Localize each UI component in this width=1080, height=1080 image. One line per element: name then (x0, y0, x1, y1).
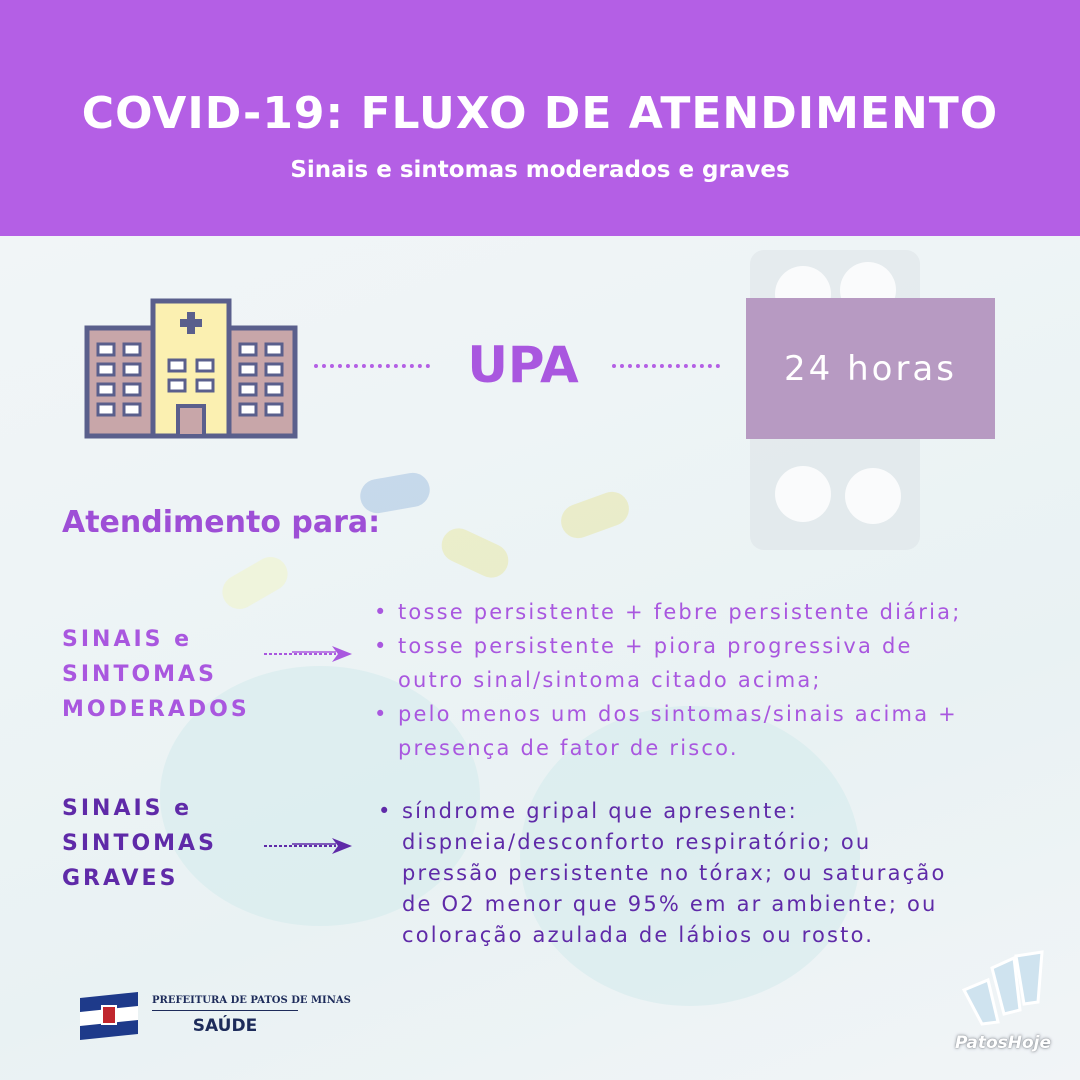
list-item-line: dispneia/desconforto respiratório; ou (402, 830, 872, 854)
pill-decoration (845, 468, 901, 524)
list-item-line: • síndrome gripal que apresente: (402, 799, 798, 823)
list-item-line: outro sinal/sintoma citado acima; (398, 668, 822, 692)
org-name: PREFEITURA DE PATOS DE MINAS (152, 995, 351, 1006)
watermark: PatosHoje (955, 1033, 1052, 1053)
city-flag-icon (76, 990, 142, 1042)
dotted-connector-left (314, 358, 430, 368)
severe-label-line: SINTOMAS (62, 831, 217, 856)
list-item-line: pressão persistente no tórax; ou saturação (402, 861, 947, 885)
patoshoje-logo-icon (958, 950, 1048, 1030)
list-item-line: coloração azulada de lábios ou rosto. (402, 923, 875, 947)
page-subtitle: Sinais e sintomas moderados e graves (290, 157, 790, 183)
arrow-right-icon (262, 643, 354, 665)
severe-symptom-list (378, 796, 947, 951)
list-item (374, 629, 961, 697)
dotted-connector-right (612, 358, 720, 368)
hospital-icon (84, 298, 298, 440)
severe-category-label (62, 791, 217, 896)
list-item (374, 697, 961, 765)
unit-name: UPA (467, 336, 579, 394)
moderate-label-line: MODERADOS (62, 697, 250, 722)
prefeitura-logo (76, 990, 351, 1046)
moderate-label-line: SINAIS e (62, 627, 193, 652)
section-title: Atendimento para: (62, 505, 381, 540)
list-item-line: • tosse persistente + piora progressiva de (398, 634, 913, 658)
moderate-category-label (62, 622, 250, 727)
logo-divider (152, 1010, 298, 1011)
list-item (378, 796, 947, 951)
list-item-line: • tosse persistente + febre persistente diária; (398, 600, 962, 624)
capsule-decoration (216, 551, 294, 615)
pill-decoration (775, 466, 831, 522)
list-item-line: de O2 menor que 95% em ar ambiente; ou (402, 892, 938, 916)
list-item-line: • pelo menos um dos sintomas/sinais acima + (398, 702, 958, 726)
capsule-decoration (556, 487, 633, 543)
moderate-symptom-list (374, 595, 961, 765)
list-item-line: presença de fator de risco. (398, 736, 739, 760)
header-banner (0, 0, 1080, 236)
dept-name: SAÚDE (192, 1016, 258, 1036)
page-title: COVID-19: FLUXO DE ATENDIMENTO (81, 88, 999, 139)
severe-label-line: GRAVES (62, 866, 179, 891)
capsule-decoration (436, 523, 514, 583)
arrow-right-icon (262, 835, 354, 857)
severe-label-line: SINAIS e (62, 796, 193, 821)
list-item (374, 595, 961, 629)
hours-badge: 24 horas (746, 298, 995, 439)
moderate-label-line: SINTOMAS (62, 662, 217, 687)
